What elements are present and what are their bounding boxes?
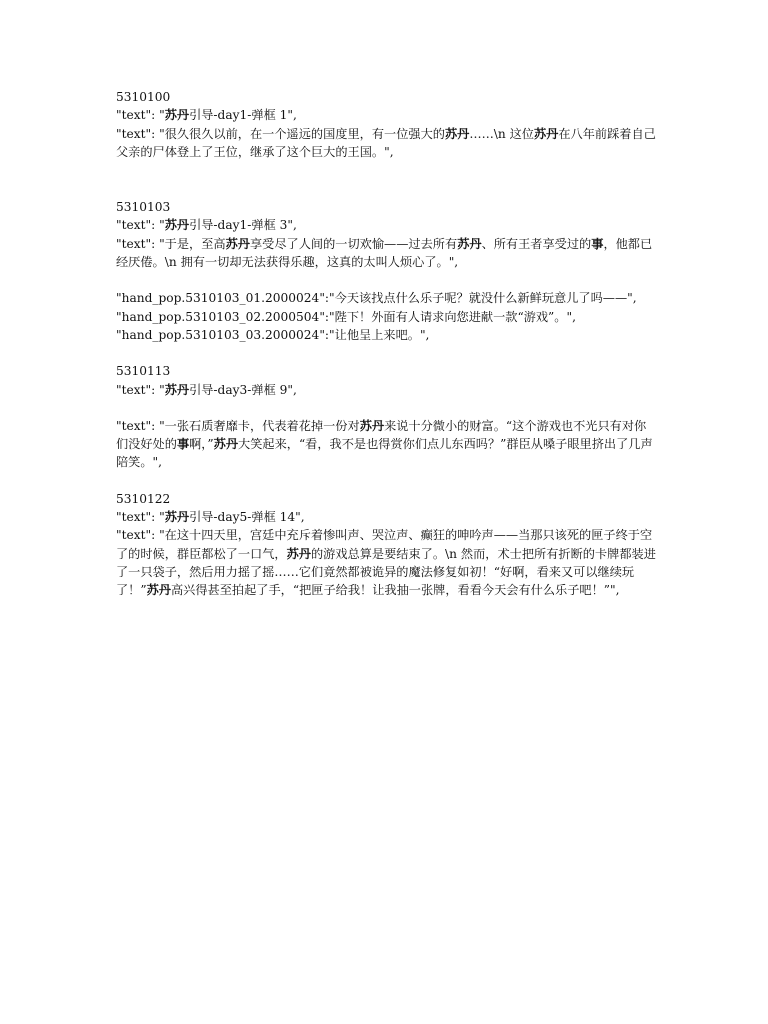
text-line: "text": "苏丹引导-day1-弹框 3", bbox=[116, 218, 297, 233]
text-line: "text": "苏丹引导-day1-弹框 1", bbox=[116, 108, 297, 123]
block-id: 5310103 bbox=[116, 200, 171, 215]
emphasis-text: 苏丹 bbox=[225, 236, 250, 251]
emphasis-text: 苏丹 bbox=[164, 108, 190, 123]
block-id: 5310122 bbox=[116, 491, 171, 506]
hand-pop-line: "hand_pop.5310103_03.2000024":"让他呈上来吧。", bbox=[116, 327, 430, 342]
block-id: 5310100 bbox=[116, 90, 171, 104]
text-line: "text": "苏丹引导-day3-弹框 9", bbox=[116, 382, 297, 397]
emphasis-text: 苏丹 bbox=[213, 437, 239, 452]
text-line: "text": "苏丹引导-day5-弹框 14", bbox=[116, 510, 305, 525]
emphasis-text: 事 bbox=[176, 437, 190, 452]
document-page bbox=[116, 88, 656, 600]
emphasis-text: 苏丹 bbox=[359, 418, 385, 433]
emphasis-text: 苏丹 bbox=[164, 218, 190, 233]
emphasis-text: 苏丹 bbox=[286, 546, 311, 561]
hand-pop-line: "hand_pop.5310103_02.2000504":"陛下！外面有人请求向您进献一款“游戏”。", bbox=[116, 309, 576, 324]
text-line: "text": "很久很久以前，在一个遥远的国度里，有一位强大的苏丹……\n 这位苏丹在八年前踩着自己父亲的尸体登上了王位，继承了这个巨大的王国。", bbox=[116, 126, 656, 159]
emphasis-text: 苏丹 bbox=[457, 236, 482, 251]
text-line: "text": "一张石质奢靡卡，代表着花掉一份对苏丹来说十分微小的财富。“这个游戏也不光只有对你们没好处的事啊，”苏丹大笑起来，“看，我不是也得赏你们点儿东西吗？”群臣从嗓子眼里挤出了几声陪笑。", bbox=[116, 418, 653, 470]
hand-pop-line: "hand_pop.5310103_01.2000024":"今天该找点什么乐子呢？就没什么新鲜玩意儿了吗——", bbox=[116, 291, 637, 306]
emphasis-text: 苏丹 bbox=[146, 583, 171, 598]
text-line: "text": "在这十四天里，宫廷中充斥着惨叫声、哭泣声、癫狂的呻吟声——当那只该死的匣子终于空了的时候，群臣都松了一口气，苏丹的游戏总算是要结束了。\n 然而，术士把所有折断的卡牌都装进了一只袋子，然后用力摇了摇……它们竟然都被诡异的魔法修复如初！“好啊，看来又可以继续玩了！”苏丹高兴得甚至拍起了手，“把匣子给我！让我抽一张牌，看看今天会有什么乐子吧！”", bbox=[116, 528, 656, 598]
emphasis-text: 苏丹 bbox=[164, 382, 190, 397]
text-line: "text": "于是，至高苏丹享受尽了人间的一切欢愉——过去所有苏丹、所有王者享受过的事，他都已经厌倦。\n 拥有一切却无法获得乐趣，这真的太叫人烦心了。", bbox=[116, 236, 653, 270]
block-id: 5310113 bbox=[116, 364, 171, 379]
emphasis-text: 苏丹 bbox=[164, 510, 190, 525]
emphasis-text: 苏丹 bbox=[533, 126, 559, 141]
emphasis-text: 苏丹 bbox=[445, 126, 470, 141]
emphasis-text: 事 bbox=[591, 236, 604, 251]
